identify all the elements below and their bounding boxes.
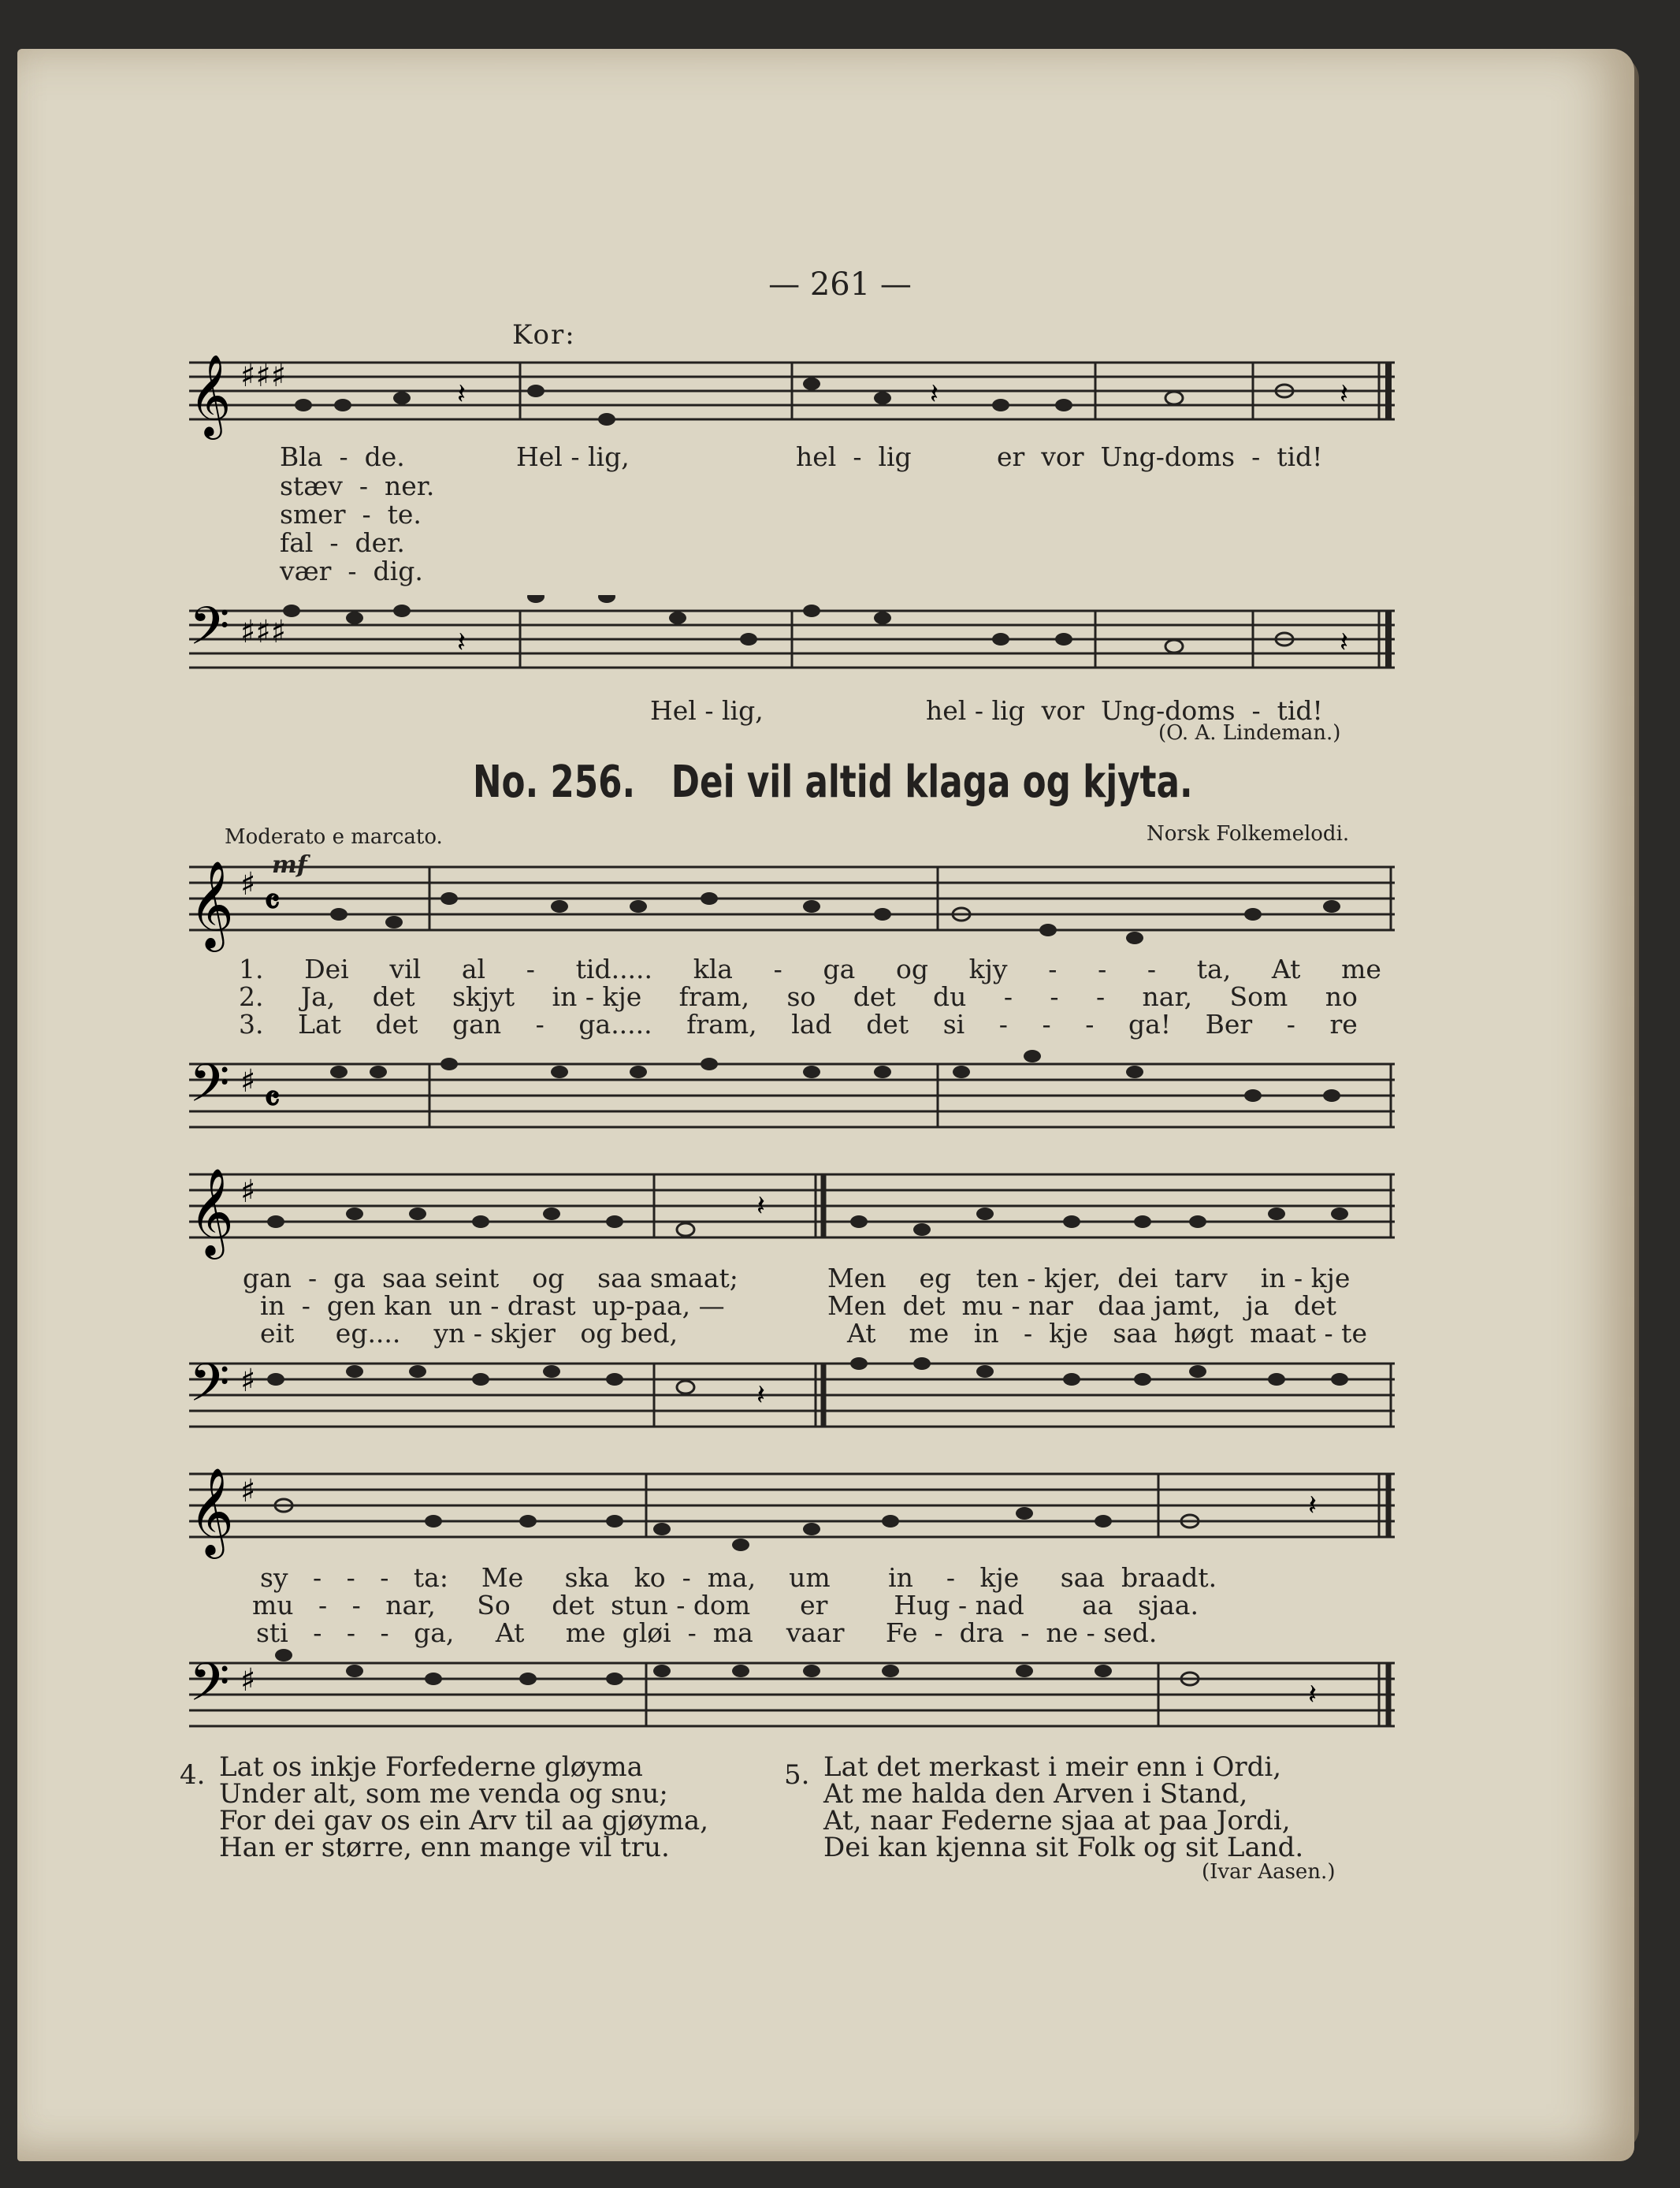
- svg-text:𝄢: 𝄢: [189, 1053, 230, 1126]
- svg-text:♯: ♯: [240, 1063, 256, 1100]
- system3-verse2: mu - - nar, So det stun - dom er Hug - nad aa sjaa.: [252, 1590, 1199, 1621]
- verse-4-line-2: Under alt, som me venda og snu;: [219, 1778, 668, 1810]
- svg-text:𝄴: 𝄴: [264, 880, 281, 923]
- verse-5-line-3: At, naar Federne sjaa at paa Jordi,: [823, 1805, 1291, 1836]
- system2-bass-staff: [165, 1348, 1403, 1458]
- chorus-bass-lyric-1: Hel - lig,: [650, 695, 764, 726]
- svg-text:𝄢: 𝄢: [189, 596, 230, 669]
- svg-text:𝄞: 𝄞: [189, 1167, 234, 1256]
- svg-text:♯: ♯: [240, 1363, 256, 1399]
- page-number: — 261 —: [768, 266, 912, 303]
- chorus-bass-lyric-2: hel - lig vor Ung-doms - tid!: [926, 695, 1323, 726]
- system1-verse2: 2. Ja, det skjyt in - kje fram, so det du - - - nar, Som no: [239, 981, 1358, 1012]
- system2-verse3-left: eit eg.... yn - skjer og bed,: [260, 1318, 678, 1349]
- poem-author: (Ivar Aasen.): [1202, 1860, 1336, 1884]
- svg-text:♯: ♯: [240, 1473, 256, 1509]
- svg-text:♯: ♯: [240, 1174, 256, 1210]
- chorus-label: Kor:: [512, 319, 576, 351]
- system2-verse2-left: in - gen kan un - drast up-paa, —: [260, 1290, 725, 1321]
- verse-5-number: 5.: [784, 1759, 810, 1791]
- chorus-lyric-2: Hel - lig,: [516, 441, 630, 472]
- svg-text:♯: ♯: [240, 1662, 256, 1699]
- svg-text:𝄞: 𝄞: [189, 1467, 234, 1555]
- system1-verse3: 3. Lat det gan - ga..... fram, lad det si - - - ga! Ber - re: [239, 1009, 1358, 1040]
- svg-text:𝄽: 𝄽: [756, 1190, 766, 1222]
- system3-bass-staff: [165, 1647, 1403, 1758]
- system1-treble-staff: [165, 851, 1403, 962]
- verse-4-line-3: For dei gav os ein Arv til aa gjøyma,: [219, 1805, 708, 1836]
- svg-text:𝄽: 𝄽: [1340, 378, 1349, 411]
- song-source: Norsk Folkemelodi.: [1147, 822, 1350, 846]
- svg-text:𝄽: 𝄽: [1308, 1490, 1318, 1522]
- system2-treble-staff: [165, 1159, 1403, 1269]
- song-title: No. 256. Dei vil altid klaga og kjyta.: [473, 757, 1193, 808]
- svg-text:♯♯♯: ♯♯♯: [240, 614, 287, 650]
- verse-5-line-4: Dei kan kjenna sit Folk og sit Land.: [823, 1832, 1304, 1863]
- svg-text:𝄽: 𝄽: [1340, 627, 1349, 659]
- system2-verse1-right: Men eg ten - kjer, dei tarv in - kje: [827, 1263, 1351, 1293]
- chorus-verse-line-3: smer - te.: [280, 499, 422, 530]
- svg-text:𝄞: 𝄞: [189, 354, 232, 437]
- chorus-treble-staff: [165, 347, 1403, 441]
- svg-text:𝄽: 𝄽: [756, 1379, 766, 1412]
- system3-verse1: sy - - - ta: Me ska ko - ma, um in - kje saa braadt.: [260, 1562, 1217, 1593]
- svg-text:𝄽: 𝄽: [457, 627, 466, 659]
- chorus-lyric-3: hel - lig: [796, 441, 912, 472]
- svg-text:𝄽: 𝄽: [457, 378, 466, 411]
- system2-verse1-left: gan - ga saa seint og saa smaat;: [243, 1263, 738, 1293]
- svg-text:𝄴: 𝄴: [264, 1077, 281, 1120]
- chorus-lyric-1: Bla - de.: [280, 441, 405, 472]
- svg-text:𝄞: 𝄞: [189, 860, 234, 948]
- svg-text:𝄢: 𝄢: [189, 1353, 230, 1426]
- system1-bass-staff: [165, 1048, 1403, 1159]
- chorus-verse-line-5: vær - dig.: [280, 556, 423, 586]
- chorus-verse-line-2: stæv - ner.: [280, 471, 435, 501]
- system2-verse2-right: Men det mu - nar daa jamt, ja det: [827, 1290, 1336, 1321]
- verse-4-number: 4.: [180, 1759, 206, 1791]
- chorus-verse-line-4: fal - der.: [280, 527, 405, 558]
- chorus-bass-staff: [165, 595, 1403, 690]
- svg-text:𝄽: 𝄽: [1308, 1679, 1318, 1711]
- system3-treble-staff: [165, 1458, 1403, 1568]
- system2-verse3-right: At me in - kje saa høgt maat - te: [847, 1318, 1367, 1349]
- chorus-composer: (O. A. Lindeman.): [1158, 721, 1341, 745]
- verse-4-line-4: Han er større, enn mange vil tru.: [219, 1832, 670, 1863]
- verse-5-line-1: Lat det merkast i meir enn i Ordi,: [823, 1751, 1282, 1783]
- chorus-lyric-4: er vor Ung-doms - tid!: [997, 441, 1323, 472]
- system1-verse1: 1. Dei vil al - tid..... kla - ga og kjy - - - ta, At me: [239, 954, 1381, 984]
- svg-text:𝄢: 𝄢: [189, 1652, 230, 1725]
- tempo-marking: Moderato e marcato.: [225, 825, 443, 849]
- dynamic-marking: mf: [272, 851, 307, 879]
- svg-text:♯: ♯: [240, 866, 256, 902]
- verse-4-line-1: Lat os inkje Forfederne gløyma: [219, 1751, 643, 1783]
- verse-5-line-2: At me halda den Arven i Stand,: [823, 1778, 1248, 1810]
- svg-text:𝄽: 𝄽: [930, 378, 939, 411]
- svg-text:♯♯♯: ♯♯♯: [240, 358, 287, 394]
- system3-verse3: sti - - - ga, At me gløi - ma vaar Fe - dra - ne - sed.: [256, 1617, 1158, 1648]
